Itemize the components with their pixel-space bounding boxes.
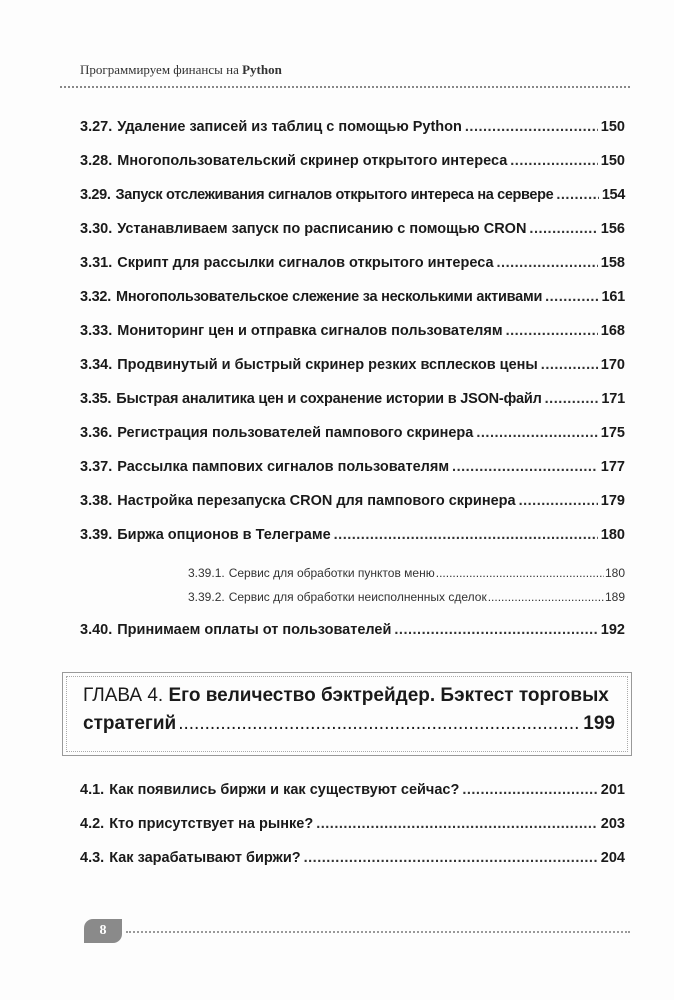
toc-title: Удаление записей из таблиц с помощью Python xyxy=(117,119,462,135)
toc-entry[interactable] xyxy=(80,357,625,373)
toc-page: 156 xyxy=(600,221,625,237)
running-header xyxy=(80,62,282,78)
toc-title: Кто присутствует на рынке? xyxy=(109,816,314,832)
toc-page: 154 xyxy=(601,187,625,203)
header-brand: Python xyxy=(242,62,282,77)
toc-page: 177 xyxy=(600,459,625,475)
page-number-badge: 8 xyxy=(84,919,122,943)
toc-num: 3.29. xyxy=(80,187,111,203)
toc-num: 3.37. xyxy=(80,459,113,475)
toc-entry[interactable] xyxy=(80,255,625,271)
toc-page: 150 xyxy=(600,153,625,169)
toc-title: Принимаем оплаты от пользователей xyxy=(117,622,392,638)
toc-title: Как зарабатывают биржи? xyxy=(109,850,301,866)
toc-entry[interactable] xyxy=(80,187,625,203)
toc-num: 3.33. xyxy=(80,323,113,339)
header-prefix: Программируем финансы на xyxy=(80,62,239,77)
toc-title: Настройка перезапуска CRON для пампового скринера xyxy=(117,493,516,509)
toc-num: 3.28. xyxy=(80,153,113,169)
toc-title: Скрипт для рассылки сигналов открытого интереса xyxy=(117,255,494,271)
toc-subentry[interactable] xyxy=(188,590,625,604)
toc-subentry[interactable] xyxy=(188,566,625,580)
toc-sub-num: 3.39.2. xyxy=(188,590,225,604)
toc-page: 158 xyxy=(600,255,625,271)
toc-num: 3.30. xyxy=(80,221,113,237)
toc-page: 171 xyxy=(601,391,625,407)
toc-sub-num: 3.39.1. xyxy=(188,566,225,580)
chapter-label: ГЛАВА 4. xyxy=(83,685,164,706)
toc-entry[interactable] xyxy=(80,816,625,832)
toc-page: 204 xyxy=(600,850,625,866)
toc-title: Быстрая аналитика цен и сохранение истории в JSON-файл xyxy=(116,391,542,407)
toc-page: 168 xyxy=(600,323,625,339)
toc-page: 179 xyxy=(600,493,625,509)
chapter-title-line2: стратегий xyxy=(83,713,177,734)
toc-page: 180 xyxy=(600,527,625,543)
toc-sub-title: Сервис для обработки неисполненных сделок xyxy=(228,590,487,604)
toc-num: 4.1. xyxy=(80,782,105,798)
toc-page: 192 xyxy=(600,622,625,638)
toc-title: Как появились биржи и как существуют сейчас? xyxy=(109,782,460,798)
chapter-heading-box[interactable] xyxy=(62,672,632,756)
toc-num: 3.27. xyxy=(80,119,113,135)
toc-entry[interactable] xyxy=(80,493,625,509)
toc-entry[interactable] xyxy=(80,289,625,305)
toc-num: 3.36. xyxy=(80,425,113,441)
toc-entry[interactable] xyxy=(80,459,625,475)
toc-page: 161 xyxy=(601,289,625,305)
toc-entry[interactable] xyxy=(80,425,625,441)
toc-num: 3.32. xyxy=(80,289,111,305)
footer-divider xyxy=(126,931,630,933)
toc-entry[interactable] xyxy=(80,622,625,638)
toc-page: 175 xyxy=(600,425,625,441)
toc-page: 201 xyxy=(600,782,625,798)
toc-entry[interactable] xyxy=(80,119,625,135)
toc-entry[interactable] xyxy=(80,391,625,407)
toc-title: Регистрация пользователей пампового скринера xyxy=(117,425,474,441)
toc-num: 3.38. xyxy=(80,493,113,509)
toc-title: Устанавливаем запуск по расписанию с помощью CRON xyxy=(117,221,527,237)
toc-title: Многопользовательский скринер открытого интереса xyxy=(117,153,508,169)
toc-num: 3.35. xyxy=(80,391,112,407)
toc-title: Многопользовательское слежение за несколькими активами xyxy=(116,289,543,305)
chapter-page: 199 xyxy=(583,713,615,734)
chapter-title-line1: Его величество бэктрейдер. Бэктест торговых xyxy=(168,685,609,706)
toc-sub-page: 189 xyxy=(604,590,625,604)
toc-entry[interactable] xyxy=(80,153,625,169)
toc-title: Рассылка пампових сигналов пользователям xyxy=(117,459,450,475)
toc-num: 3.39. xyxy=(80,527,113,543)
toc-num: 3.31. xyxy=(80,255,113,271)
toc-sub-title: Сервис для обработки пунктов меню xyxy=(228,566,435,580)
toc-num: 3.40. xyxy=(80,622,113,638)
toc-num: 3.34. xyxy=(80,357,113,373)
toc-num: 4.2. xyxy=(80,816,105,832)
toc-title: Продвинутый и быстрый скринер резких всплесков цены xyxy=(117,357,538,373)
toc-title: Мониторинг цен и отправка сигналов пользователям xyxy=(117,323,503,339)
toc-sub-page: 180 xyxy=(604,566,625,580)
toc-entry[interactable] xyxy=(80,782,625,798)
toc-page: 150 xyxy=(600,119,625,135)
toc-entry[interactable] xyxy=(80,221,625,237)
toc-page: 203 xyxy=(600,816,625,832)
toc-entry[interactable] xyxy=(80,850,625,866)
header-divider xyxy=(60,86,630,88)
toc-entry[interactable] xyxy=(80,323,625,339)
toc-page: 170 xyxy=(600,357,625,373)
toc-title: Биржа опционов в Телеграме xyxy=(117,527,331,543)
toc-num: 4.3. xyxy=(80,850,105,866)
toc-entry[interactable] xyxy=(80,527,625,543)
toc-title: Запуск отслеживания сигналов открытого интереса на сервере xyxy=(115,187,554,203)
